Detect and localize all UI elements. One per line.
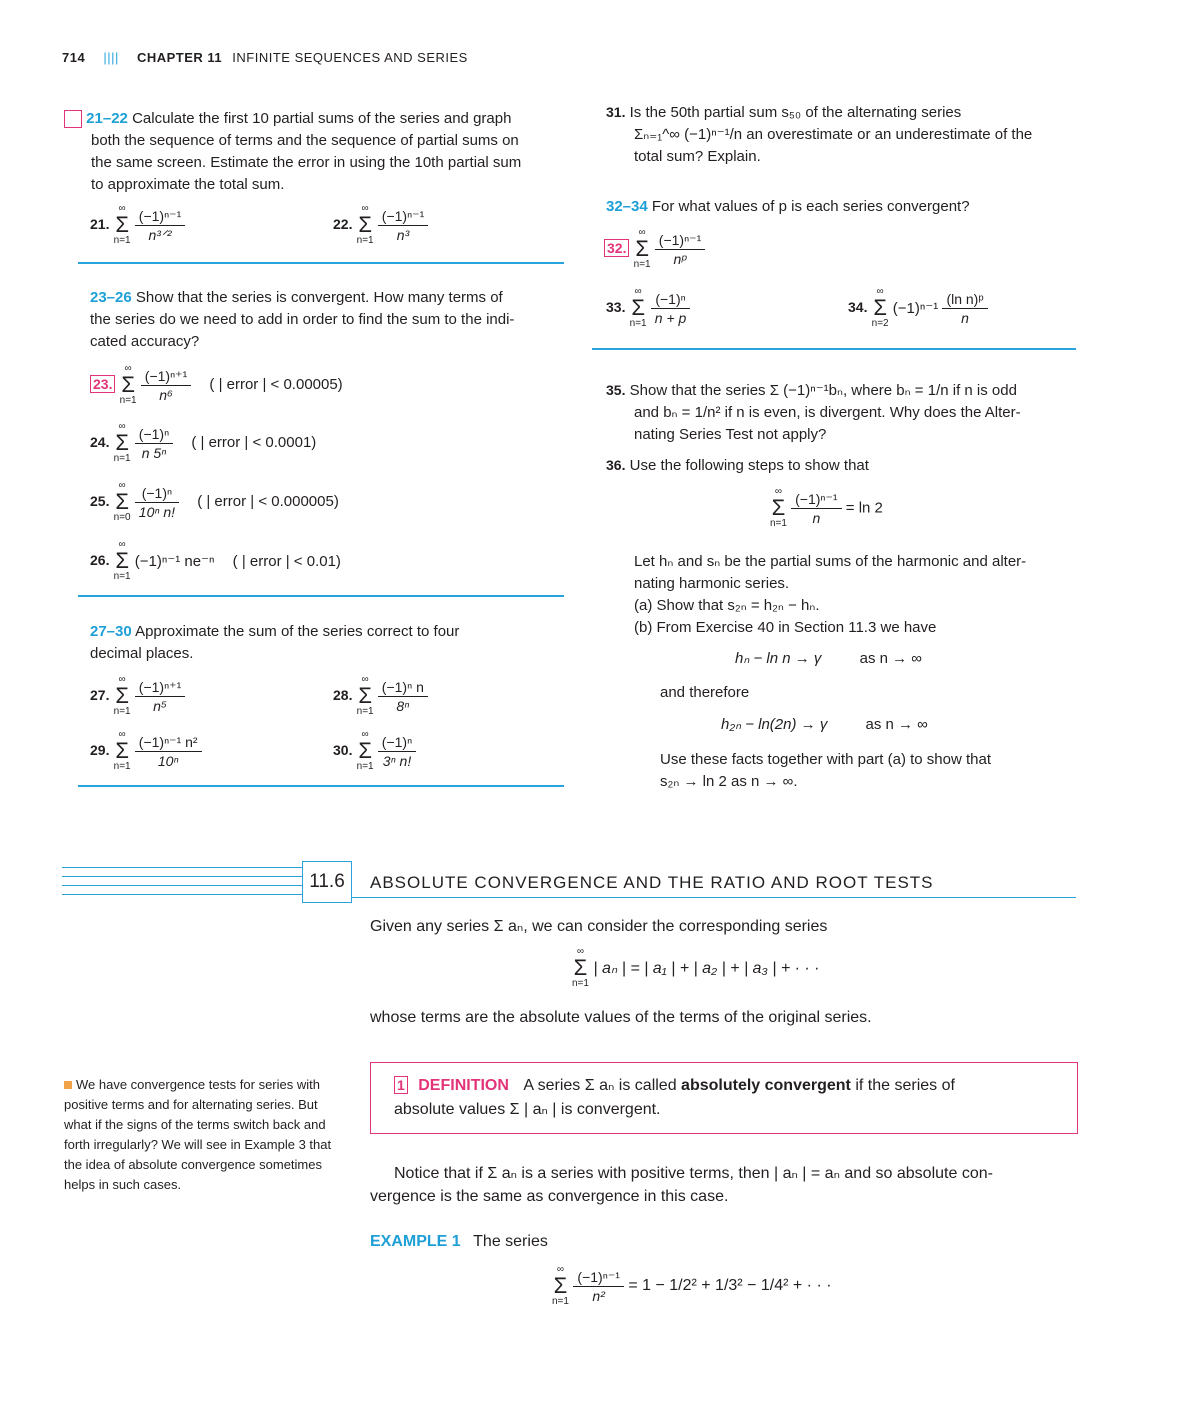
- exercise-text: and bₙ = 1/n² if n is even, is divergent. Why does the Alter-: [634, 404, 1021, 421]
- exercise-28: [333, 675, 428, 717]
- graphing-calculator-icon: [64, 110, 82, 128]
- fraction: $\frac{\text{(−1)ⁿ⁺¹}}{\text{n⁶}}$: [141, 367, 191, 404]
- exercise-21: [90, 204, 185, 246]
- instruction-line: cated accuracy?: [90, 333, 200, 350]
- sigma-symbol: ∞ Σ n=1: [629, 286, 647, 329]
- fraction: $\frac{\text{(−1)ⁿ⁺¹}}{\text{n⁵}}$: [135, 678, 185, 715]
- sigma-symbol: ∞ Σ n=0: [113, 480, 131, 523]
- section-line: [62, 894, 302, 895]
- exercise-number: 27.: [90, 686, 110, 703]
- exercise-35: [606, 379, 1076, 446]
- absolute-series-equation: [572, 947, 820, 989]
- bullet-square-icon: [64, 1081, 72, 1089]
- error-bound: ( | error | < 0.00005): [209, 375, 343, 393]
- notice-paragraph: [370, 1162, 1080, 1208]
- section-line: [62, 867, 302, 868]
- sigma-symbol: ∞ Σ n=1: [633, 227, 651, 270]
- exercise-number: 34.: [848, 298, 868, 315]
- instruction-line: For what values of p is each series convergent?: [651, 198, 970, 215]
- definition-content: [394, 1073, 1064, 1122]
- sigma-symbol: ∞ Σ n=1: [113, 539, 131, 582]
- error-bound: ( | error | < 0.000005): [197, 492, 339, 510]
- definition-number: 1: [394, 1076, 408, 1094]
- exercise-number: 28.: [333, 686, 353, 703]
- definition-text: A series Σ aₙ is called: [523, 1077, 677, 1094]
- instruction-line: the series do we need to add in order to find the sum to the indi-: [90, 311, 515, 328]
- exercise-number: 35.: [606, 382, 626, 398]
- exercise-31: [606, 101, 1076, 168]
- exercise-number: 33.: [606, 298, 626, 315]
- part-b: (b) From Exercise 40 in Section 11.3 we have: [634, 619, 937, 636]
- sigma-symbol: ∞ Σ n=1: [770, 486, 787, 529]
- ex36-display-equation: [770, 487, 883, 529]
- definition-term: absolutely convergent: [681, 1077, 851, 1094]
- ex36-conclusion: [660, 749, 1080, 793]
- range-label: 27–30: [90, 623, 132, 640]
- definition-label: DEFINITION: [418, 1077, 509, 1094]
- range-label: 21–22: [86, 110, 128, 127]
- sigma-symbol: ∞ Σ n=1: [356, 729, 374, 772]
- part-a: (a) Show that s₂ₙ = h₂ₙ − hₙ.: [634, 597, 820, 614]
- exercise-number: 21.: [90, 215, 110, 232]
- range-label: 32–34: [606, 198, 648, 215]
- sigma-symbol: ∞ Σ n=1: [119, 363, 137, 406]
- divider: [78, 595, 564, 597]
- exercise-number: 29.: [90, 741, 110, 758]
- fraction: $\frac{\text{(−1)ⁿ⁻¹}}{\text{n²}}$: [573, 1268, 623, 1305]
- divider: [78, 785, 564, 787]
- connector-text: and therefore: [660, 684, 750, 701]
- sigma-symbol: ∞ Σ n=1: [356, 674, 374, 717]
- limit-expression: hₙ − ln n → γ: [735, 650, 822, 667]
- sigma-symbol: ∞ Σ n=1: [356, 203, 374, 246]
- exercise-text: nating harmonic series.: [634, 575, 790, 592]
- instruction-line: to approximate the total sum.: [91, 176, 285, 193]
- exercise-number: 31.: [606, 104, 626, 120]
- limit-1: [735, 649, 922, 667]
- exercise-text: Σₙ₌₁^∞ (−1)ⁿ⁻¹/n an overestimate or an underestimate of the: [634, 126, 1033, 143]
- equation-body: | aₙ | = | a₁ | + | a₂ | + | a₃ | + · · ·: [593, 960, 820, 977]
- exercise-number: 30.: [333, 741, 353, 758]
- section-underline: [352, 897, 1076, 898]
- exercise-text: nating Series Test not apply?: [634, 426, 827, 443]
- note-line: helps in such cases.: [64, 1177, 182, 1192]
- instruction-line: Calculate the first 10 partial sums of the series and graph: [132, 110, 512, 127]
- error-bound: ( | error | < 0.0001): [191, 433, 317, 451]
- exercise-number-highlighted: 23.: [90, 375, 115, 393]
- example-label: EXAMPLE 1: [370, 1233, 461, 1250]
- running-header: [62, 50, 468, 65]
- sigma-symbol: ∞ Σ n=1: [572, 946, 589, 989]
- exercise-text: s₂ₙ → ln 2 as n → ∞.: [660, 773, 798, 790]
- exercise-30: [333, 730, 416, 772]
- fraction: $\frac{\text{(−1)ⁿ⁻¹}}{n}$: [791, 490, 841, 527]
- header-separator: ||||: [103, 50, 119, 65]
- sigma-symbol: ∞ Σ n=2: [871, 286, 889, 329]
- error-bound: ( | error | < 0.01): [232, 552, 341, 570]
- exercise-32: [604, 228, 705, 270]
- section-line: [62, 876, 302, 877]
- exercise-number-highlighted: 32.: [604, 239, 629, 257]
- exercise-36: [606, 454, 1076, 477]
- limit-2: [721, 715, 928, 733]
- margin-note: [64, 1075, 354, 1195]
- exercise-text: Use the following steps to show that: [629, 457, 869, 474]
- section-line: [62, 885, 302, 886]
- fraction: $\frac{\text{(ln n)ᵖ}}{n}$: [942, 290, 987, 327]
- fraction: $\frac{\text{(−1)ⁿ}}{\text{10ⁿ n!}}$: [135, 484, 179, 521]
- equation-rhs: = 1 − 1/2² + 1/3² − 1/4² + · · ·: [628, 1277, 832, 1294]
- section-number-box: [302, 861, 352, 903]
- exercise-24: [90, 422, 316, 464]
- instruction-line: the same screen. Estimate the error in using the 10th partial sum: [91, 154, 522, 171]
- sigma-symbol: ∞ Σ n=1: [113, 674, 131, 717]
- sigma-symbol: ∞ Σ n=1: [113, 729, 131, 772]
- page-number: 714: [62, 50, 86, 65]
- exercise-number: 26.: [90, 551, 110, 568]
- fraction: $\frac{\text{(−1)ⁿ⁻¹ n²}}{\text{10ⁿ}}$: [135, 733, 202, 770]
- example-text: The series: [473, 1233, 548, 1250]
- series-factor: (−1)ⁿ⁻¹: [892, 300, 939, 317]
- exercise-text: total sum? Explain.: [634, 148, 761, 165]
- exercise-group-21-22: [64, 108, 564, 196]
- note-line: the idea of absolute convergence sometimes: [64, 1157, 322, 1172]
- equation-rhs: = ln 2: [845, 499, 883, 517]
- exercise-group-23-26: [90, 287, 560, 353]
- exercise-number: 22.: [333, 215, 353, 232]
- fraction: $\frac{\text{(−1)ⁿ⁻¹}}{\text{nᵖ}}$: [655, 231, 705, 268]
- exercise-26: [90, 540, 341, 582]
- series-term: (−1)ⁿ⁻¹ ne⁻ⁿ: [134, 553, 215, 570]
- definition-text: if the series of: [855, 1077, 955, 1094]
- note-line: We have convergence tests for series with: [76, 1077, 320, 1092]
- instruction-line: Show that the series is convergent. How many terms of: [135, 289, 503, 306]
- fraction: $\frac{\text{(−1)ⁿ}}{\text{n 5ⁿ}}$: [135, 425, 173, 462]
- exercise-29: [90, 730, 202, 772]
- note-line: what if the signs of the terms switch back and: [64, 1117, 326, 1132]
- section-number: 11.6: [309, 871, 345, 892]
- exercise-group-27-30: [90, 621, 560, 665]
- exercise-number: 36.: [606, 457, 626, 473]
- example-1-equation: [552, 1265, 832, 1307]
- exercise-23: [90, 364, 343, 406]
- sigma-symbol: ∞ Σ n=1: [552, 1264, 569, 1307]
- limit-expression: h₂ₙ − ln(2n) → γ: [721, 716, 828, 733]
- exercise-25: [90, 481, 339, 523]
- section-text: whose terms are the absolute values of the terms of the original series.: [370, 1009, 872, 1026]
- ex36-body: [634, 551, 1074, 639]
- section-intro: Given any series Σ aₙ, we can consider the corresponding series: [370, 918, 828, 935]
- chapter-label: CHAPTER 11: [136, 50, 223, 65]
- example-1-heading: [370, 1233, 548, 1251]
- note-line: forth irregularly? We will see in Example 3 that: [64, 1137, 332, 1152]
- fraction: $\frac{\text{(−1)ⁿ}}{n + p}$: [651, 290, 691, 327]
- limit-condition: as n → ∞: [859, 650, 922, 667]
- paragraph-line: vergence is the same as convergence in this case.: [370, 1188, 729, 1205]
- divider: [592, 348, 1076, 350]
- fraction: $\frac{\text{(−1)ⁿ}}{\text{3ⁿ n!}}$: [378, 733, 416, 770]
- limit-condition: as n → ∞: [865, 716, 928, 733]
- instruction-line: both the sequence of terms and the sequence of partial sums on: [91, 132, 519, 149]
- divider: [78, 262, 564, 264]
- exercise-33: [606, 287, 690, 329]
- sigma-symbol: ∞ Σ n=1: [113, 203, 131, 246]
- sigma-symbol: ∞ Σ n=1: [113, 421, 131, 464]
- fraction: $\frac{\text{(−1)ⁿ⁻¹}}{\text{n³ᐟ²}}$: [135, 207, 185, 244]
- exercise-text: Show that the series Σ (−1)ⁿ⁻¹bₙ, where bₙ = 1/n if n is odd: [629, 382, 1017, 399]
- exercise-group-32-34: [606, 196, 1076, 218]
- definition-text: absolute values Σ | aₙ | is convergent.: [394, 1101, 661, 1118]
- exercise-text: Is the 50th partial sum s₅₀ of the alternating series: [629, 104, 962, 121]
- range-label: 23–26: [90, 289, 132, 306]
- exercise-27: [90, 675, 185, 717]
- instruction-line: Approximate the sum of the series correct to four: [135, 623, 460, 640]
- exercise-number: 24.: [90, 433, 110, 450]
- fraction: $\frac{\text{(−1)ⁿ n}}{\text{8ⁿ}}$: [378, 678, 428, 715]
- section-title: ABSOLUTE CONVERGENCE AND THE RATIO AND ROOT TESTS: [370, 873, 934, 892]
- exercise-text: Use these facts together with part (a) to show that: [660, 751, 991, 768]
- note-line: positive terms and for alternating series. But: [64, 1097, 318, 1112]
- exercise-text: Let hₙ and sₙ be the partial sums of the harmonic and alter-: [634, 553, 1027, 570]
- chapter-title: INFINITE SEQUENCES AND SERIES: [232, 50, 468, 65]
- exercise-number: 25.: [90, 492, 110, 509]
- fraction: $\frac{\text{(−1)ⁿ⁻¹}}{\text{n³}}$: [378, 207, 428, 244]
- exercise-22: [333, 204, 428, 246]
- paragraph-line: Notice that if Σ aₙ is a series with positive terms, then | aₙ | = aₙ and so absolute con-: [394, 1165, 993, 1182]
- instruction-line: decimal places.: [90, 645, 194, 662]
- exercise-34: [848, 287, 988, 329]
